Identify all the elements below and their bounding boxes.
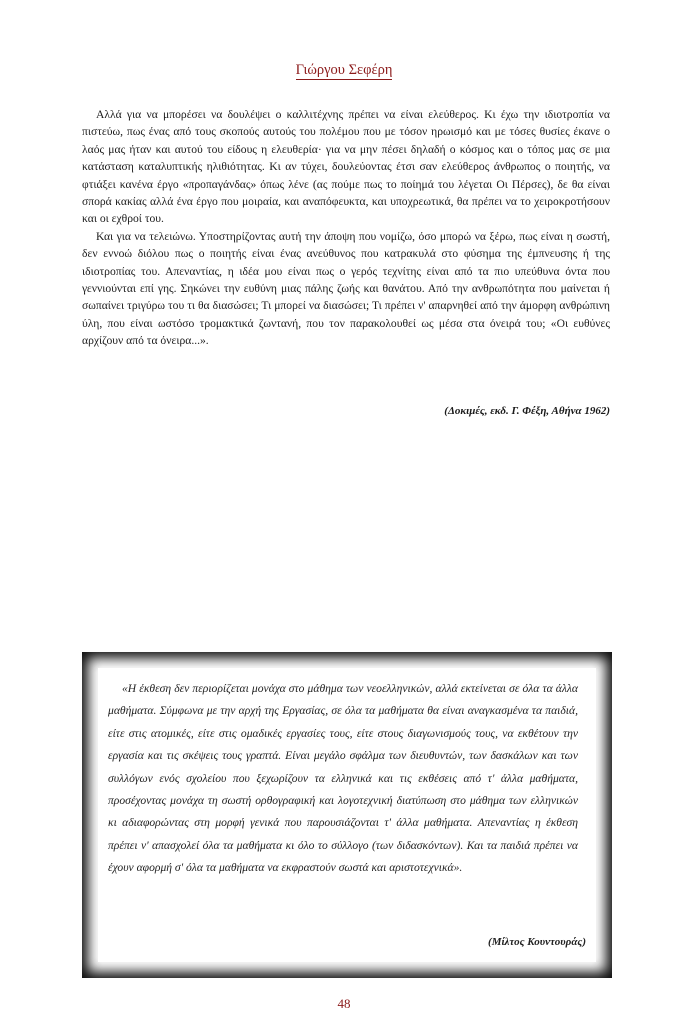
- quote-box: [82, 652, 612, 978]
- page-title-text: Γιώργου Σεφέρη: [295, 62, 393, 78]
- article-paragraph-2: Και για να τελειώνω. Υποστηρίζοντας αυτή την άποψη που νομίζω, όσο μπορώ να ξέρω, πως είναι η σωστή, δεν εννοώ διόλου πως ο ποιητής είναι ένας ανεύθυνος που κατρακυλά στο φύσημα της έμπνευσης ή της ιδιοτροπίας του. Απεναντίας, η ιδέα μου είναι πως ο γερός τεχνίτης είναι από τα πιο υπεύθυνα όντα που γεννιούνται επί γης. Σηκώνει την ευθύνη μιας πάλης ζωής και θανάτου. Από την ανθρωπότητα που μαίνεται ή σωπαίνει τριγύρω του τι θα διασώσει; Τι μπορεί να διασώσει; Τι πρέπει ν' απαρνηθεί από την άμορφη ανθρώπινη ύλη, που είναι ωστόσο τρομακτικά ζωντανή, που τον παρακολουθεί ως μέσα στα όνειρά του; «Οι ευθύνες αρχίζουν από τα όνειρα...».: [82, 229, 610, 348]
- article-source: (Δοκιμές, εκδ. Γ. Φέξη, Αθήνα 1962): [444, 405, 610, 417]
- article-body: [82, 106, 610, 350]
- article-paragraph-1: Αλλά για να μπορέσει να δουλέψει ο καλλιτέχνης πρέπει να είναι ελεύθερος. Κι έχω την ιδιοτροπία να πιστεύω, πως ένας από τους σκοπούς αυτούς του πολέμου που με τόσον ηρωισμό και με τόσες θυσίες έκανε ο λαός μας ήταν και αυτού του είδους η ελευθερία· για να μην πέσει δηλαδή ο κόσμος και ο τόπος μας σε μια κατάσταση καταλυπτικής ηλιθιότητας. Κι αν τύχει, δουλεύοντας έτσι σαν ελεύθερος άνθρωπος ο ποιητής, να φτιάξει κανένα έργο «προπαγάνδας» όπως λένε (ας πούμε πως το ποίημά του λέγεται Οι Πέρσες), δε θα είναι σπορά κακίας αλλά ένα έργο που μοιραία, και αναπόφευκτα, και υποχρεωτικά, θα πρέπει να το χειροκροτήσουν και οι εχθροί του.: [82, 108, 610, 226]
- quote-text: «Η έκθεση δεν περιορίζεται μονάχα στο μάθημα των νεοελληνικών, αλλά εκτείνεται σε όλα τα άλλα μαθήματα. Σύμφωνα με την αρχή της Εργασίας, σε όλα τα μαθήματα θα είναι αναγκασμένα τα παιδιά, είτε στις ατομικές, είτε στις ομαδικές εργασίες τους, είτε στους διαγωνισμούς τους, να εκθέτουν την εργασία και τις σκέψεις τους γραπτά. Είναι μεγάλο σφάλμα των διευθυντών, των δασκάλων και των συλλόγων ενός σχολείου που ξεχωρίζουν τα ελληνικά και τις εκθέσεις από τ' άλλα μαθήματα, προσέχοντας μονάχα τη σωστή ορθογραφική και λογοτεχνική διατύπωση στο μάθημα των ελληνικών κι αδιαφορώντας στη μορφή γενικά που παρουσιάζονται τ' άλλα μαθήματα. Απεναντίας η έκθεση πρέπει ν' απασχολεί όλα τα μαθήματα κι όλο το σύλλογο (των διδασκόντων). Και τα παιδιά πρέπει να έχουν αφορμή σ' όλα τα μαθήματα να εκφραστούν σωστά και αριστοτεχνικά».: [108, 682, 578, 875]
- page-title: [0, 62, 688, 79]
- quote-author: (Μίλτος Κουντουράς): [488, 936, 586, 948]
- page-number: 48: [337, 996, 351, 1011]
